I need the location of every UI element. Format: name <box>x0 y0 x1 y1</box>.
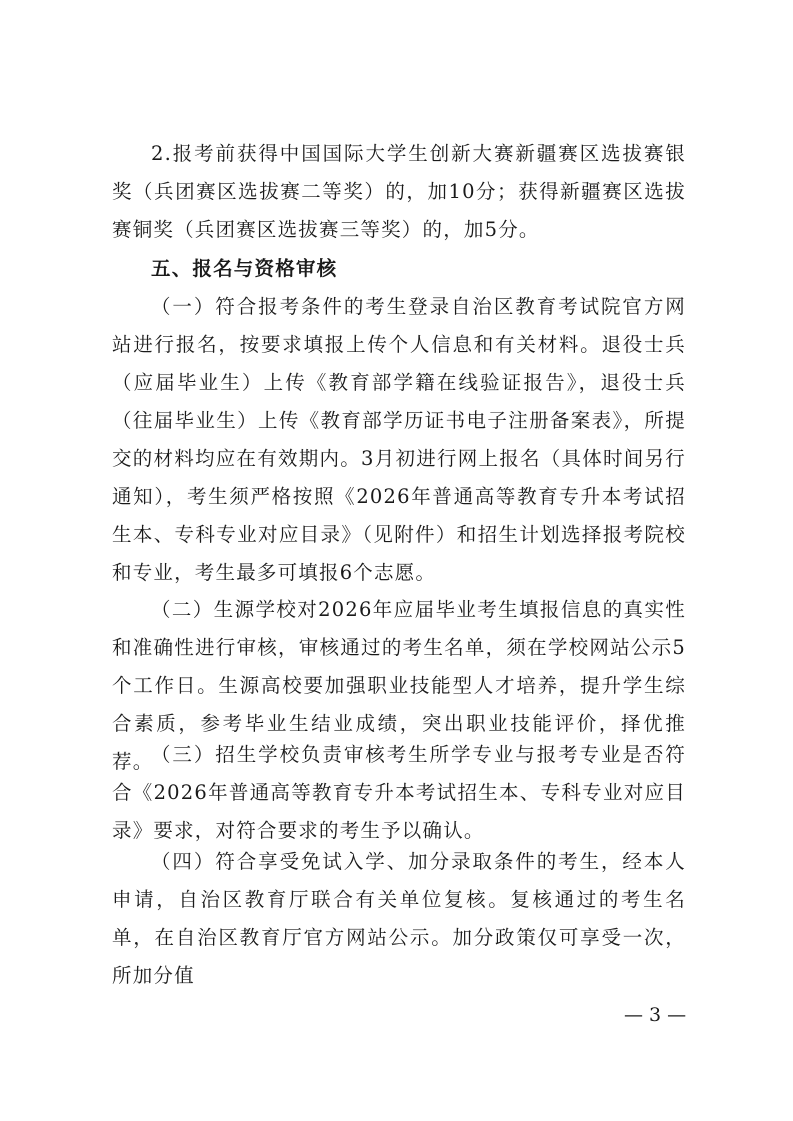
paragraph-online-registration: （一）符合报考条件的考生登录自治区教育考试院官方网站进行报名，按要求填报上传个人信息和有关材料。退役士兵（应届毕业生）上传《教育部学籍在线验证报告》，退役士兵（往届毕业生）上传《教育部学历证书电子注册备案表》，所提交的材料均应在有效期内。3月初进行网上报名（具体时间另行通知），考生须严格按照《2026年普通高等教育专升本考试招生本、专科专业对应目录》（见附件）和招生计划选择报考院校和专业，考生最多可填报6个志愿。 <box>112 295 686 584</box>
section-heading-registration: 五、报名与资格审核 <box>151 257 338 280</box>
page-number: — 3 — <box>624 1004 687 1026</box>
paragraph-school-review: （二）生源学校对2026年应届毕业考生填报信息的真实性和准确性进行审核，审核通过的考生名单，须在学校网站公示5个工作日。生源高校要加强职业技能型人才培养，提升学生综合素质，参考毕业生结业成绩，突出职业技能评价，择优推荐。 <box>112 598 686 773</box>
paragraph-bonus-review: （四）符合享受免试入学、加分录取条件的考生，经本人申请，自治区教育厅联合有关单位复核。复核通过的考生名单，在自治区教育厅官方网站公示。加分政策仅可享受一次，所加分值 <box>112 850 686 987</box>
paragraph-major-review: （三）招生学校负责审核考生所学专业与报考专业是否符合《2026年普通高等教育专升本考试招生本、专科专业对应目录》要求，对符合要求的考生予以确认。 <box>112 743 686 842</box>
paragraph-award-bonus: 2.报考前获得中国国际大学生创新大赛新疆赛区选拔赛银奖（兵团赛区选拔赛二等奖）的，加10分；获得新疆赛区选拔赛铜奖（兵团赛区选拔赛三等奖）的，加5分。 <box>112 142 686 241</box>
